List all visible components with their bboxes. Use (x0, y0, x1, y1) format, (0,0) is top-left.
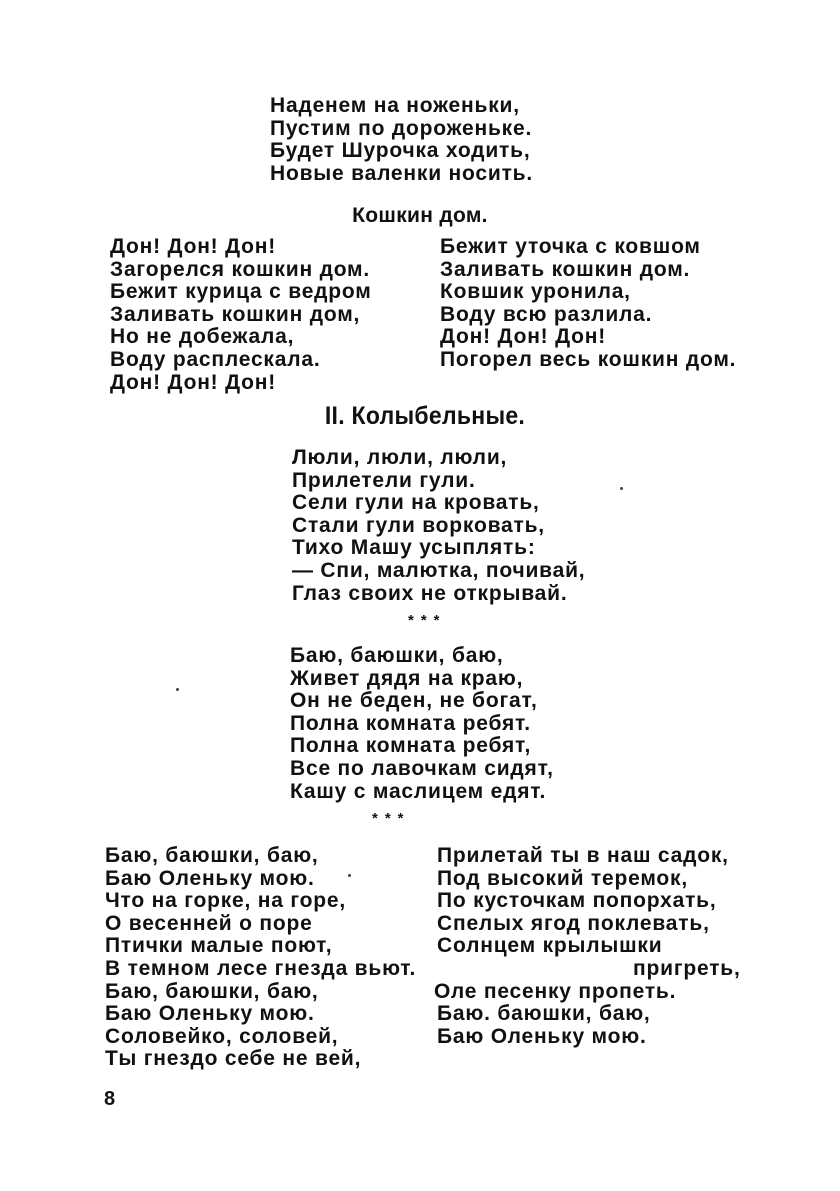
verse-line: Глаз своих не открывай. (292, 581, 568, 605)
top-verse (270, 95, 533, 185)
verse-line: пригреть, (633, 956, 741, 980)
verse-line: Будет Шурочка ходить, (270, 139, 531, 163)
lullaby-3-left-column (105, 845, 416, 1071)
verse-line: Баю. баюшки, баю, (437, 1002, 651, 1026)
verse-line: Что на горке, на горе, (105, 889, 347, 913)
verse-line: Стали гули ворковать, (292, 513, 545, 537)
verse-line: Дон! Дон! Дон! (440, 325, 607, 349)
verse-line: Воду расплескала. (110, 347, 321, 371)
verse-line: Заливать кошкин дом. (440, 257, 691, 281)
koshkin-dom-title: Кошкин дом. (352, 204, 488, 227)
print-speck (620, 487, 623, 490)
verse-line: Ковшик уронила, (440, 280, 631, 304)
koshkin-right-column (440, 236, 736, 372)
verse-line: Но не добежала, (110, 325, 295, 349)
section-title: II. Колыбельные. (324, 402, 526, 430)
verse-line: Баю Оленьку мою. (105, 866, 315, 890)
verse-line: Прилетели гули. (292, 468, 476, 492)
verse-line: Сели гули на кровать, (292, 491, 540, 515)
verse-line: Солнцем крылышки (437, 934, 663, 958)
verse-line: Баю, баюшки, баю, (105, 979, 319, 1003)
verse-line: Полна комната ребят, (290, 734, 532, 758)
verse-line: О весенней о поре (105, 911, 313, 935)
page-number: 8 (104, 1088, 116, 1110)
verse-line: Баю Оленьку мою. (437, 1024, 647, 1048)
verse-line: Бежит уточка с ковшом (440, 235, 701, 258)
separator-asterism: * * * (408, 612, 442, 629)
verse-line: Загорелся кошкин дом. (110, 257, 371, 281)
verse-line: Птички малые поют, (105, 934, 333, 958)
print-speck (176, 688, 179, 691)
koshkin-left-column (110, 236, 372, 394)
lullaby-3-right-column (434, 844, 741, 1048)
verse-line: Баю, баюшки, баю, (290, 644, 504, 667)
print-speck (348, 874, 351, 877)
verse-line: По кусточкам попорхать, (437, 889, 717, 913)
verse-line: Спелых ягод поклевать, (437, 911, 710, 935)
verse-line: Новые валенки носить. (270, 161, 533, 185)
verse-line: Дон! Дон! Дон! (110, 235, 277, 258)
verse-line: Все по лавочкам сидят, (290, 756, 554, 780)
verse-line: Дон! Дон! Дон! (110, 370, 277, 394)
verse-line: Прилетай ты в наш садок, (437, 844, 729, 867)
verse-line: Оле песенку пропеть. (434, 979, 677, 1003)
separator-asterism: * * * (372, 810, 406, 827)
lullaby-2 (290, 645, 554, 803)
verse-line: Наденем на ноженьки, (270, 94, 520, 117)
verse-line: Погорел весь кошкин дом. (440, 347, 737, 371)
verse-line: Ты гнездо себе не вей, (105, 1047, 362, 1071)
verse-line: Баю Оленьку мою. (105, 1002, 315, 1026)
verse-line: — Спи, малютка, почивай, (292, 558, 586, 582)
verse-line: Соловейко, соловей, (105, 1024, 339, 1048)
verse-line: Тихо Машу усыплять: (292, 536, 536, 560)
verse-line: Заливать кошкин дом, (110, 302, 361, 326)
verse-line: Он не беден, не богат, (290, 689, 538, 713)
verse-line: Воду всю разлила. (440, 302, 653, 326)
verse-line: Живет дядя на краю, (290, 666, 524, 690)
verse-line: Пустим по дороженьке. (270, 116, 533, 140)
verse-line: Люли, люли, люли, (292, 446, 508, 469)
verse-line: В темном лесе гнезда вьют. (105, 956, 417, 980)
verse-line: Под высокий теремок, (437, 866, 688, 890)
verse-line: Полна комната ребят. (290, 711, 531, 735)
lullaby-1 (292, 447, 585, 605)
verse-line: Бежит курица с ведром (110, 280, 372, 304)
verse-line: Баю, баюшки, баю, (105, 844, 319, 867)
verse-line: Кашу с маслицем едят. (290, 779, 547, 803)
